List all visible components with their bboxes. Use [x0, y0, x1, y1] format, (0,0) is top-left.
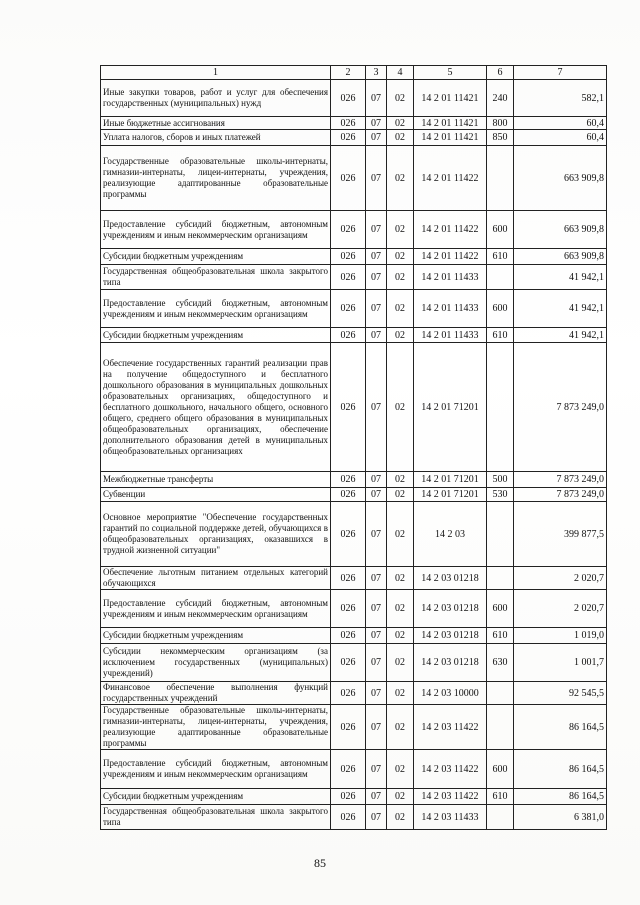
- target-article-cell: 14 2 03 10000: [414, 682, 487, 705]
- budget-table: [100, 65, 607, 830]
- target-article-cell: 14 2 01 11421: [414, 117, 487, 130]
- amount-cell: 92 545,5: [514, 682, 607, 705]
- table-row: [101, 117, 607, 130]
- row-name-cell: Уплата налогов, сборов и иных платежей: [101, 130, 331, 146]
- chapter-code-cell: 07: [366, 682, 387, 705]
- target-article-cell: 14 2 03 11433: [414, 805, 487, 830]
- amount-cell: 582,1: [514, 80, 607, 117]
- expense-type-cell: 500: [487, 472, 514, 488]
- amount-cell: 1 001,7: [514, 644, 607, 682]
- table-row: [101, 130, 607, 146]
- amount-cell: 399 877,5: [514, 502, 607, 567]
- target-article-cell: 14 2 01 71201: [414, 472, 487, 488]
- row-name-cell: Субсидии бюджетным учреждениям: [101, 628, 331, 644]
- subsection-code-cell: 02: [387, 290, 414, 328]
- chapter-code-cell: 07: [366, 805, 387, 830]
- chapter-code-cell: 07: [366, 328, 387, 343]
- chapter-code-cell: 07: [366, 343, 387, 472]
- expense-type-cell: 600: [487, 211, 514, 249]
- target-article-cell: 14 2 03 01218: [414, 644, 487, 682]
- table-row: [101, 705, 607, 750]
- chapter-code-cell: 07: [366, 472, 387, 488]
- section-code-cell: 026: [331, 805, 366, 830]
- target-article-cell: 14 2 03 11422: [414, 750, 487, 789]
- subsection-code-cell: 02: [387, 789, 414, 805]
- subsection-code-cell: 02: [387, 343, 414, 472]
- target-article-cell: 14 2 01 11422: [414, 211, 487, 249]
- row-name-cell: Субсидии бюджетным учреждениям: [101, 249, 331, 265]
- amount-cell: 7 873 249,0: [514, 488, 607, 502]
- row-name-cell: Субвенции: [101, 488, 331, 502]
- expense-type-cell: [487, 502, 514, 567]
- expense-type-cell: 610: [487, 628, 514, 644]
- table-row: [101, 80, 607, 117]
- table-row: [101, 789, 607, 805]
- amount-cell: 663 909,8: [514, 211, 607, 249]
- subsection-code-cell: 02: [387, 567, 414, 590]
- column-header: 3: [366, 66, 387, 80]
- expense-type-cell: [487, 705, 514, 750]
- amount-cell: 41 942,1: [514, 265, 607, 290]
- page-number: 85: [314, 856, 326, 870]
- row-name-cell: Иные закупки товаров, работ и услуг для обеспечения государственных (муниципальных) нужд: [101, 80, 331, 117]
- table-row: [101, 750, 607, 789]
- row-name-cell: Основное мероприятие "Обеспечение государственных гарантий по социальной поддержке детей, обучающихся в общеобразовательных организациях, оказавшихся в трудной жизненной ситуации": [101, 502, 331, 567]
- amount-cell: 663 909,8: [514, 249, 607, 265]
- column-header: 1: [101, 66, 331, 80]
- chapter-code-cell: 07: [366, 628, 387, 644]
- expense-type-cell: [487, 805, 514, 830]
- table-row: [101, 146, 607, 211]
- column-header: 6: [487, 66, 514, 80]
- amount-cell: 60,4: [514, 117, 607, 130]
- target-article-cell: 14 2 03 11422: [414, 705, 487, 750]
- row-name-cell: Субсидии некоммерческим организациям (за исключением государственных (муниципальных) учреждений): [101, 644, 331, 682]
- subsection-code-cell: 02: [387, 117, 414, 130]
- column-header: 5: [414, 66, 487, 80]
- amount-cell: 41 942,1: [514, 328, 607, 343]
- expense-type-cell: 800: [487, 117, 514, 130]
- subsection-code-cell: 02: [387, 328, 414, 343]
- section-code-cell: 026: [331, 265, 366, 290]
- expense-type-cell: 600: [487, 590, 514, 628]
- chapter-code-cell: 07: [366, 590, 387, 628]
- table-header-row: [101, 66, 607, 80]
- amount-cell: 60,4: [514, 130, 607, 146]
- row-name-cell: Субсидии бюджетным учреждениям: [101, 328, 331, 343]
- expense-type-cell: 630: [487, 644, 514, 682]
- target-article-cell: 14 2 01 11421: [414, 130, 487, 146]
- expense-type-cell: 610: [487, 249, 514, 265]
- target-article-cell: 14 2 03 01218: [414, 590, 487, 628]
- amount-cell: 2 020,7: [514, 590, 607, 628]
- table-row: [101, 644, 607, 682]
- amount-cell: 1 019,0: [514, 628, 607, 644]
- amount-cell: 7 873 249,0: [514, 472, 607, 488]
- chapter-code-cell: 07: [366, 265, 387, 290]
- row-name-cell: Предоставление субсидий бюджетным, автономным учреждениям и иным некоммерческим организациям: [101, 290, 331, 328]
- chapter-code-cell: 07: [366, 249, 387, 265]
- row-name-cell: Государственная общеобразовательная школа закрытого типа: [101, 265, 331, 290]
- amount-cell: 663 909,8: [514, 146, 607, 211]
- table-row: [101, 567, 607, 590]
- expense-type-cell: [487, 567, 514, 590]
- expense-type-cell: 850: [487, 130, 514, 146]
- row-name-cell: Обеспечение государственных гарантий реализации прав на получение общедоступного и бесплатного дошкольного образования в муниципальных дошкольных образовательных организациях, общедоступного и бесплатного дошкольного, начального общего, основного общего, среднего общего образования в муниципальных общеобразовательных организациях, обеспечение дополнительного образования детей в муниципальных общеобразовательных организациях: [101, 343, 331, 472]
- target-article-cell: 14 2 01 11433: [414, 290, 487, 328]
- section-code-cell: 026: [331, 146, 366, 211]
- column-header: 2: [331, 66, 366, 80]
- row-name-cell: Предоставление субсидий бюджетным, автономным учреждениям и иным некоммерческим организациям: [101, 750, 331, 789]
- subsection-code-cell: 02: [387, 628, 414, 644]
- table-row: [101, 211, 607, 249]
- chapter-code-cell: 07: [366, 502, 387, 567]
- section-code-cell: 026: [331, 328, 366, 343]
- subsection-code-cell: 02: [387, 130, 414, 146]
- column-header: 4: [387, 66, 414, 80]
- section-code-cell: 026: [331, 567, 366, 590]
- target-article-cell: 14 2 01 71201: [414, 343, 487, 472]
- chapter-code-cell: 07: [366, 705, 387, 750]
- section-code-cell: 026: [331, 502, 366, 567]
- section-code-cell: 026: [331, 644, 366, 682]
- chapter-code-cell: 07: [366, 130, 387, 146]
- table-row: [101, 265, 607, 290]
- target-article-cell: 14 2 03 11422: [414, 789, 487, 805]
- section-code-cell: 026: [331, 343, 366, 472]
- amount-cell: 6 381,0: [514, 805, 607, 830]
- row-name-cell: Обеспечение льготным питанием отдельных категорий обучающихся: [101, 567, 331, 590]
- subsection-code-cell: 02: [387, 682, 414, 705]
- table-row: [101, 249, 607, 265]
- section-code-cell: 026: [331, 488, 366, 502]
- section-code-cell: 026: [331, 628, 366, 644]
- row-name-cell: Государственные образовательные школы-интернаты, гимназии-интернаты, лицеи-интернаты, учреждения, реализующие адаптированные образовательные программы: [101, 146, 331, 211]
- chapter-code-cell: 07: [366, 750, 387, 789]
- target-article-cell: 14 2 01 11422: [414, 249, 487, 265]
- subsection-code-cell: 02: [387, 249, 414, 265]
- chapter-code-cell: 07: [366, 211, 387, 249]
- amount-cell: 41 942,1: [514, 290, 607, 328]
- section-code-cell: 026: [331, 705, 366, 750]
- subsection-code-cell: 02: [387, 265, 414, 290]
- amount-cell: 86 164,5: [514, 705, 607, 750]
- target-article-cell: 14 2 01 71201: [414, 488, 487, 502]
- amount-cell: 86 164,5: [514, 750, 607, 789]
- chapter-code-cell: 07: [366, 146, 387, 211]
- subsection-code-cell: 02: [387, 211, 414, 249]
- table-row: [101, 590, 607, 628]
- target-article-cell: 14 2 03 01218: [414, 567, 487, 590]
- expense-type-cell: 610: [487, 789, 514, 805]
- row-name-cell: Предоставление субсидий бюджетным, автономным учреждениям и иным некоммерческим организациям: [101, 590, 331, 628]
- row-name-cell: Государственная общеобразовательная школа закрытого типа: [101, 805, 331, 830]
- subsection-code-cell: 02: [387, 488, 414, 502]
- section-code-cell: 026: [331, 117, 366, 130]
- chapter-code-cell: 07: [366, 644, 387, 682]
- chapter-code-cell: 07: [366, 488, 387, 502]
- amount-cell: 2 020,7: [514, 567, 607, 590]
- expense-type-cell: [487, 343, 514, 472]
- row-name-cell: Государственные образовательные школы-интернаты, гимназии-интернаты, лицеи-интернаты, учреждения, реализующие адаптированные образовательные программы: [101, 705, 331, 750]
- expense-type-cell: 600: [487, 750, 514, 789]
- section-code-cell: 026: [331, 249, 366, 265]
- target-article-cell: 14 2 01 11421: [414, 80, 487, 117]
- table-row: [101, 682, 607, 705]
- chapter-code-cell: 07: [366, 80, 387, 117]
- table-row: [101, 343, 607, 472]
- target-article-cell: 14 2 03: [414, 502, 487, 567]
- amount-cell: 86 164,5: [514, 789, 607, 805]
- subsection-code-cell: 02: [387, 80, 414, 117]
- chapter-code-cell: 07: [366, 117, 387, 130]
- subsection-code-cell: 02: [387, 502, 414, 567]
- section-code-cell: 026: [331, 211, 366, 249]
- subsection-code-cell: 02: [387, 472, 414, 488]
- expense-type-cell: [487, 682, 514, 705]
- table-row: [101, 502, 607, 567]
- table-row: [101, 488, 607, 502]
- section-code-cell: 026: [331, 290, 366, 328]
- expense-type-cell: [487, 146, 514, 211]
- expense-type-cell: 610: [487, 328, 514, 343]
- subsection-code-cell: 02: [387, 590, 414, 628]
- section-code-cell: 026: [331, 789, 366, 805]
- row-name-cell: Иные бюджетные ассигнования: [101, 117, 331, 130]
- target-article-cell: 14 2 01 11422: [414, 146, 487, 211]
- row-name-cell: Субсидии бюджетным учреждениям: [101, 789, 331, 805]
- section-code-cell: 026: [331, 472, 366, 488]
- target-article-cell: 14 2 03 01218: [414, 628, 487, 644]
- table-row: [101, 472, 607, 488]
- section-code-cell: 026: [331, 590, 366, 628]
- section-code-cell: 026: [331, 130, 366, 146]
- table-row: [101, 628, 607, 644]
- column-header: 7: [514, 66, 607, 80]
- subsection-code-cell: 02: [387, 750, 414, 789]
- expense-type-cell: 240: [487, 80, 514, 117]
- section-code-cell: 026: [331, 80, 366, 117]
- expense-type-cell: 600: [487, 290, 514, 328]
- row-name-cell: Предоставление субсидий бюджетным, автономным учреждениям и иным некоммерческим организациям: [101, 211, 331, 249]
- expense-type-cell: 530: [487, 488, 514, 502]
- chapter-code-cell: 07: [366, 290, 387, 328]
- row-name-cell: Межбюджетные трансферты: [101, 472, 331, 488]
- target-article-cell: 14 2 01 11433: [414, 328, 487, 343]
- amount-cell: 7 873 249,0: [514, 343, 607, 472]
- subsection-code-cell: 02: [387, 146, 414, 211]
- target-article-cell: 14 2 01 11433: [414, 265, 487, 290]
- section-code-cell: 026: [331, 682, 366, 705]
- subsection-code-cell: 02: [387, 644, 414, 682]
- table-row: [101, 805, 607, 830]
- subsection-code-cell: 02: [387, 805, 414, 830]
- row-name-cell: Финансовое обеспечение выполнения функций государственных учреждений: [101, 682, 331, 705]
- expense-type-cell: [487, 265, 514, 290]
- section-code-cell: 026: [331, 750, 366, 789]
- chapter-code-cell: 07: [366, 789, 387, 805]
- table-row: [101, 290, 607, 328]
- subsection-code-cell: 02: [387, 705, 414, 750]
- table-row: [101, 328, 607, 343]
- chapter-code-cell: 07: [366, 567, 387, 590]
